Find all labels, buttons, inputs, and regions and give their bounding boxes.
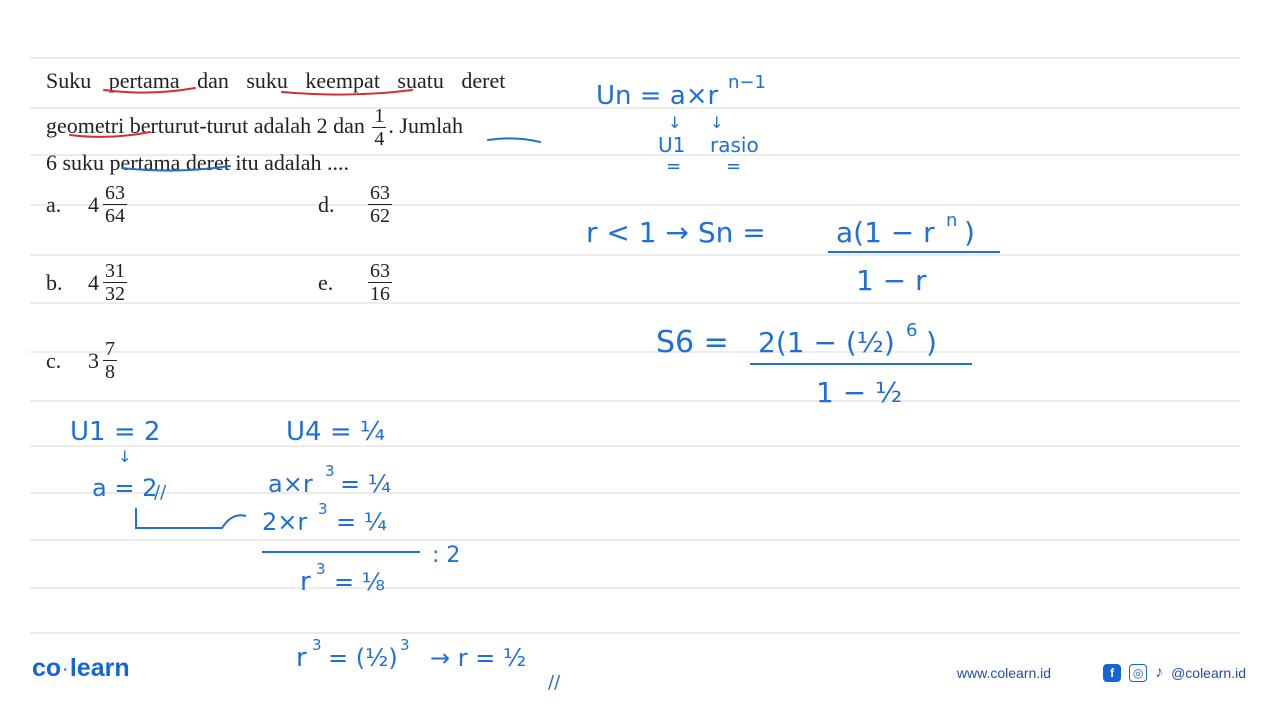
- question-line-2-tail: . Jumlah: [388, 113, 463, 138]
- option-whole: 3: [88, 347, 99, 373]
- colearn-logo: [32, 654, 130, 683]
- step1-rhs: = ¼: [340, 470, 391, 498]
- s6-numerator: 2(1 − (½): [758, 326, 895, 359]
- formula-r-condition: r < 1 → Sn =: [586, 216, 766, 249]
- step4-exp: 3: [312, 636, 322, 654]
- step3-exp: 3: [316, 560, 326, 578]
- underline-geometri: [70, 132, 150, 137]
- double-slash-icon: //: [154, 482, 167, 503]
- eq-a: a = 2: [92, 474, 158, 502]
- logo-part-learn: learn: [69, 654, 130, 682]
- option-denominator: 8: [105, 361, 115, 383]
- fraction-numerator: 1: [374, 105, 385, 128]
- arrow-bracket-icon: [136, 508, 246, 528]
- instagram-icon[interactable]: ◎: [1129, 664, 1147, 682]
- step4-lhs: r: [296, 643, 307, 673]
- option-label: b.: [46, 269, 63, 295]
- division-note: : 2: [432, 543, 461, 568]
- step4-result: → r = ½: [430, 644, 527, 672]
- website-link[interactable]: www.colearn.id: [956, 665, 1052, 681]
- question-line-2-text: geometri berturut-turut adalah 2 dan: [46, 113, 365, 138]
- eq-u1: U1 = 2: [70, 417, 161, 447]
- arrow-down-icon: ↓: [118, 447, 132, 466]
- double-underline-icon: =: [666, 156, 682, 177]
- s6-numerator-close: ): [926, 326, 937, 359]
- option-label: d.: [318, 191, 335, 217]
- logo-part-co: co: [32, 654, 62, 682]
- underline-jumlah: [488, 138, 540, 142]
- option-whole: 4: [88, 269, 99, 295]
- fraction-denominator: 4: [374, 128, 385, 151]
- label-rasio: rasio: [710, 133, 759, 157]
- step4-rhs-exp: 3: [400, 636, 410, 654]
- s6-numerator-exp: 6: [906, 320, 918, 341]
- double-slash-icon: //: [548, 672, 561, 693]
- underline-suku-keempat: [282, 90, 412, 95]
- step3-rhs: = ⅛: [334, 568, 385, 596]
- step2-lhs: 2×r: [262, 508, 308, 536]
- option-label: a.: [46, 191, 62, 217]
- step1-exp: 3: [325, 462, 335, 480]
- formula-un-exponent: n−1: [728, 72, 766, 93]
- underline-suku-pertama: [104, 88, 195, 93]
- option-numerator: 63: [370, 260, 390, 282]
- social-handle[interactable]: @colearn.id: [1171, 665, 1246, 681]
- footer-links: [957, 664, 1246, 682]
- arrow-down-icon: ↓: [668, 113, 682, 132]
- question-line-1: Suku pertama dan suku keempat suatu deret: [46, 68, 506, 93]
- tiktok-icon[interactable]: ♪: [1155, 664, 1164, 681]
- option-label: e.: [318, 269, 334, 295]
- option-denominator: 64: [105, 205, 125, 227]
- formula-sn-numerator-exp: n: [946, 210, 958, 231]
- step3-lhs: r: [300, 567, 311, 597]
- facebook-icon[interactable]: f: [1103, 664, 1121, 682]
- option-whole: 4: [88, 191, 99, 217]
- formula-un: Un = a×r: [596, 81, 719, 111]
- label-u1: U1: [658, 133, 686, 157]
- step4-rhs: = (½): [328, 644, 398, 672]
- option-denominator: 32: [105, 283, 125, 305]
- option-numerator: 63: [370, 182, 390, 204]
- question-line-3: 6 suku pertama deret itu adalah ....: [46, 150, 350, 176]
- s6-denominator: 1 − ½: [816, 376, 903, 409]
- step2-exp: 3: [318, 500, 328, 518]
- arrow-down-icon: ↓: [710, 113, 724, 132]
- formula-sn-numerator: a(1 − r: [836, 216, 935, 249]
- s6-lhs: S6 =: [656, 325, 729, 360]
- double-underline-icon: =: [726, 156, 742, 177]
- option-label: c.: [46, 347, 62, 373]
- step2-rhs: = ¼: [336, 508, 387, 536]
- logo-dot-icon: ·: [63, 661, 68, 678]
- option-numerator: 31: [105, 260, 125, 282]
- option-numerator: 63: [105, 182, 125, 204]
- underline-6-suku: [122, 166, 230, 171]
- formula-sn-numerator-close: ): [964, 216, 975, 249]
- formula-sn-denominator: 1 − r: [856, 264, 927, 297]
- option-denominator: 62: [370, 205, 390, 227]
- option-numerator: 7: [105, 338, 115, 360]
- step1-lhs: a×r: [268, 470, 313, 498]
- eq-u4: U4 = ¼: [286, 417, 386, 447]
- option-denominator: 16: [370, 283, 390, 305]
